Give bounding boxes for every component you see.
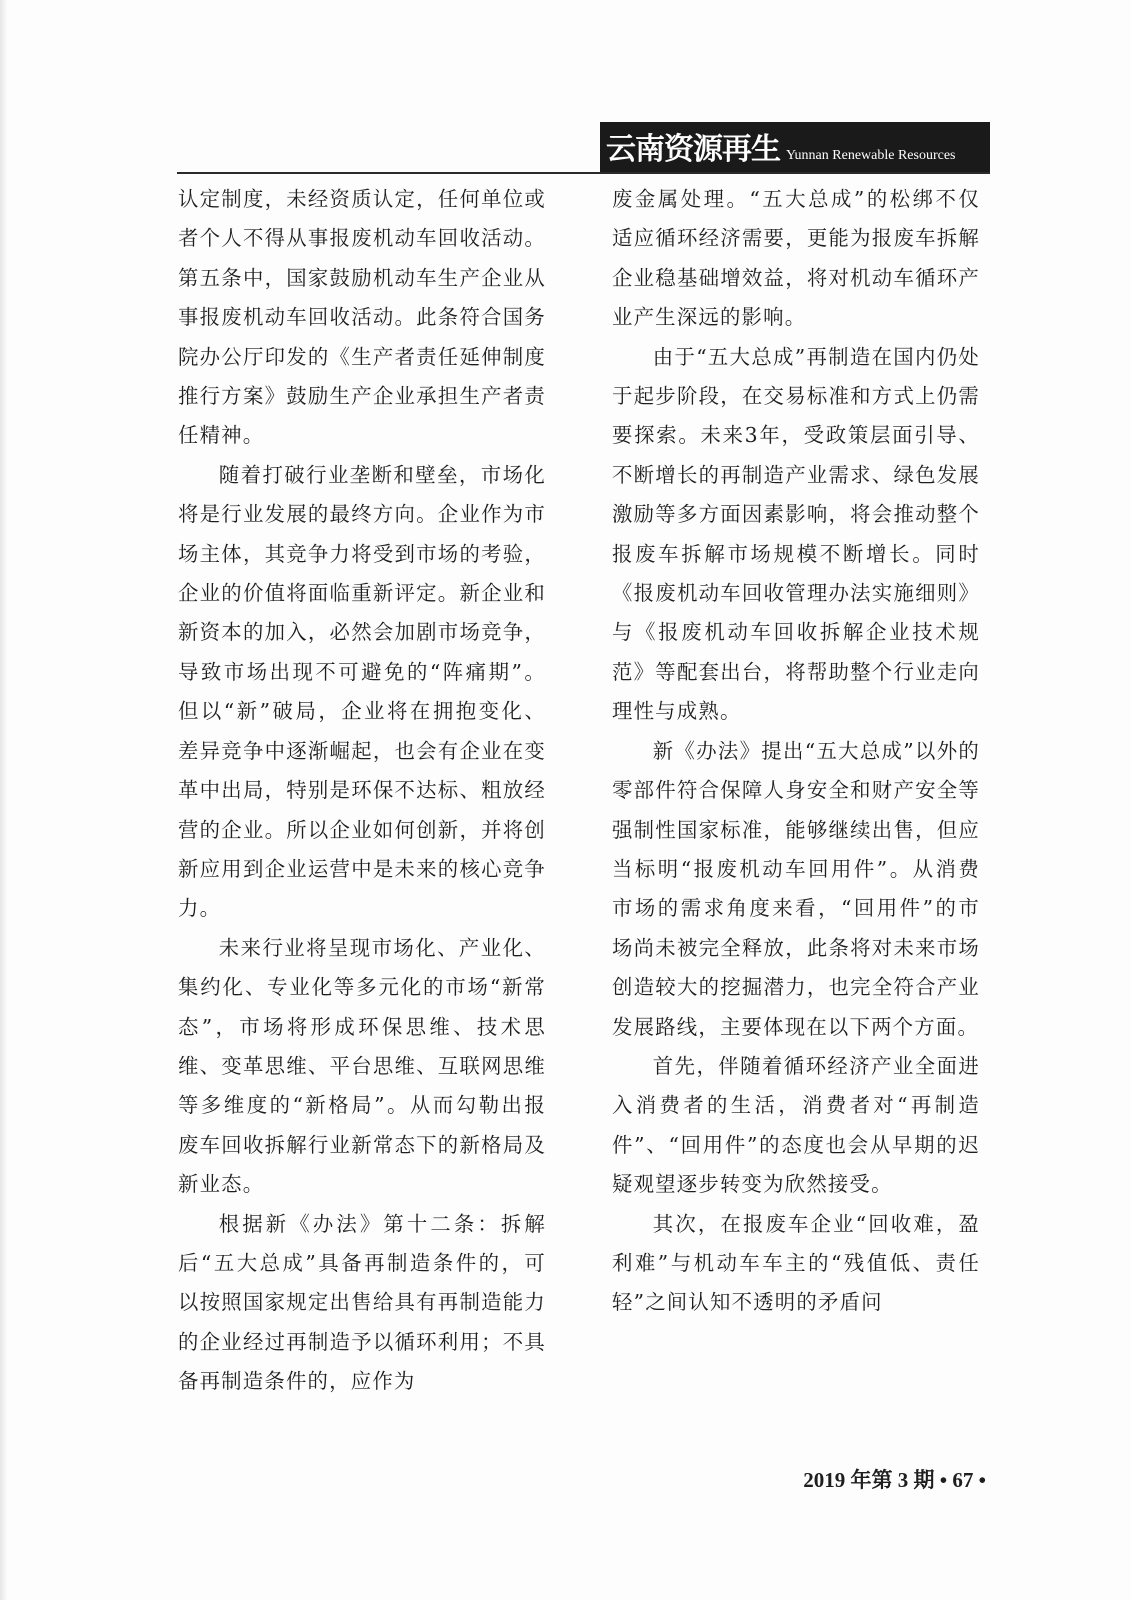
journal-title-en: Yunnan Renewable Resources [786, 148, 956, 163]
paragraph: 由于“五大总成”再制造在国内仍处于起步阶段，在交易标准和方式上仍需要探索。未来3年，受政策层面引导、不断增长的再制造产业需求、绿色发展激励等多方面因素影响，将会推动整个报废车拆解市场规模不断增长。同时《报废机动车回收管理办法实施细则》与《报废机动车回收拆解企业技术规范》等配套出台，将帮助整个行业走向理性与成熟。 [612, 344, 980, 724]
paragraph: 新《办法》提出“五大总成”以外的零部件符合保障人身安全和财产安全等强制性国家标准，能够继续出售，但应当标明“报废机动车回用件”。从消费市场的需求角度来看，“回用件”的市场尚未被完全释放，此条将对未来市场创造较大的挖掘潜力，也完全符合产业发展路线，主要体现在以下两个方面。 [612, 738, 980, 1039]
journal-title-cn: 云南资源再生 [606, 132, 780, 167]
left-column [178, 180, 546, 1402]
paragraph: 认定制度，未经资质认定，任何单位或者个人不得从事报废机动车回收活动。第五条中，国家鼓励机动车生产企业从事报废机动车回收活动。此条符合国务院办公厅印发的《生产者责任延伸制度推行方案》鼓励生产企业承担生产者责任精神。 [178, 187, 546, 448]
paragraph: 其次，在报废车企业“回收难，盈利难”与机动车车主的“残值低、责任轻”之间认知不透明的矛盾问 [612, 1211, 980, 1315]
header-rule [177, 172, 990, 174]
scan-edge [0, 0, 7, 1600]
paragraph: 未来行业将呈现市场化、产业化、集约化、专业化等多元化的市场“新常态”，市场将形成环保思维、技术思维、变革思维、平台思维、互联网思维等多维度的“新格局”。从而勾勒出报废车回收拆解行业新常态下的新格局及新业态。 [178, 935, 546, 1197]
paragraph: 随着打破行业垄断和壁垒，市场化将是行业发展的最终方向。企业作为市场主体，其竞争力将受到市场的考验，企业的价值将面临重新评定。新企业和新资本的加入，必然会加剧市场竞争，导致市场出现不可避免的“阵痛期”。但以“新”破局，企业将在拥抱变化、差异竞争中逐渐崛起，也会有企业在变革中出局，特别是环保不达标、粗放经营的企业。所以企业如何创新，并将创新应用到企业运营中是未来的核心竞争力。 [178, 462, 546, 921]
paragraph: 废金属处理。“五大总成”的松绑不仅适应循环经济需要，更能为报废车拆解企业稳基础增效益，将对机动车循环产业产生深远的影响。 [612, 187, 980, 330]
right-column [612, 180, 980, 1323]
page-folio: 2019 年第 3 期 • 67 • [803, 1468, 986, 1492]
paragraph: 首先，伴随着循环经济产业全面进入消费者的生活，消费者对“再制造件”、“回用件”的态度也会从早期的迟疑观望逐步转变为欣然接受。 [612, 1053, 980, 1197]
journal-masthead [600, 122, 990, 172]
paragraph: 根据新《办法》第十二条：拆解后“五大总成”具备再制造条件的，可以按照国家规定出售给具有再制造能力的企业经过再制造予以循环利用；不具备再制造条件的，应作为 [178, 1211, 546, 1394]
